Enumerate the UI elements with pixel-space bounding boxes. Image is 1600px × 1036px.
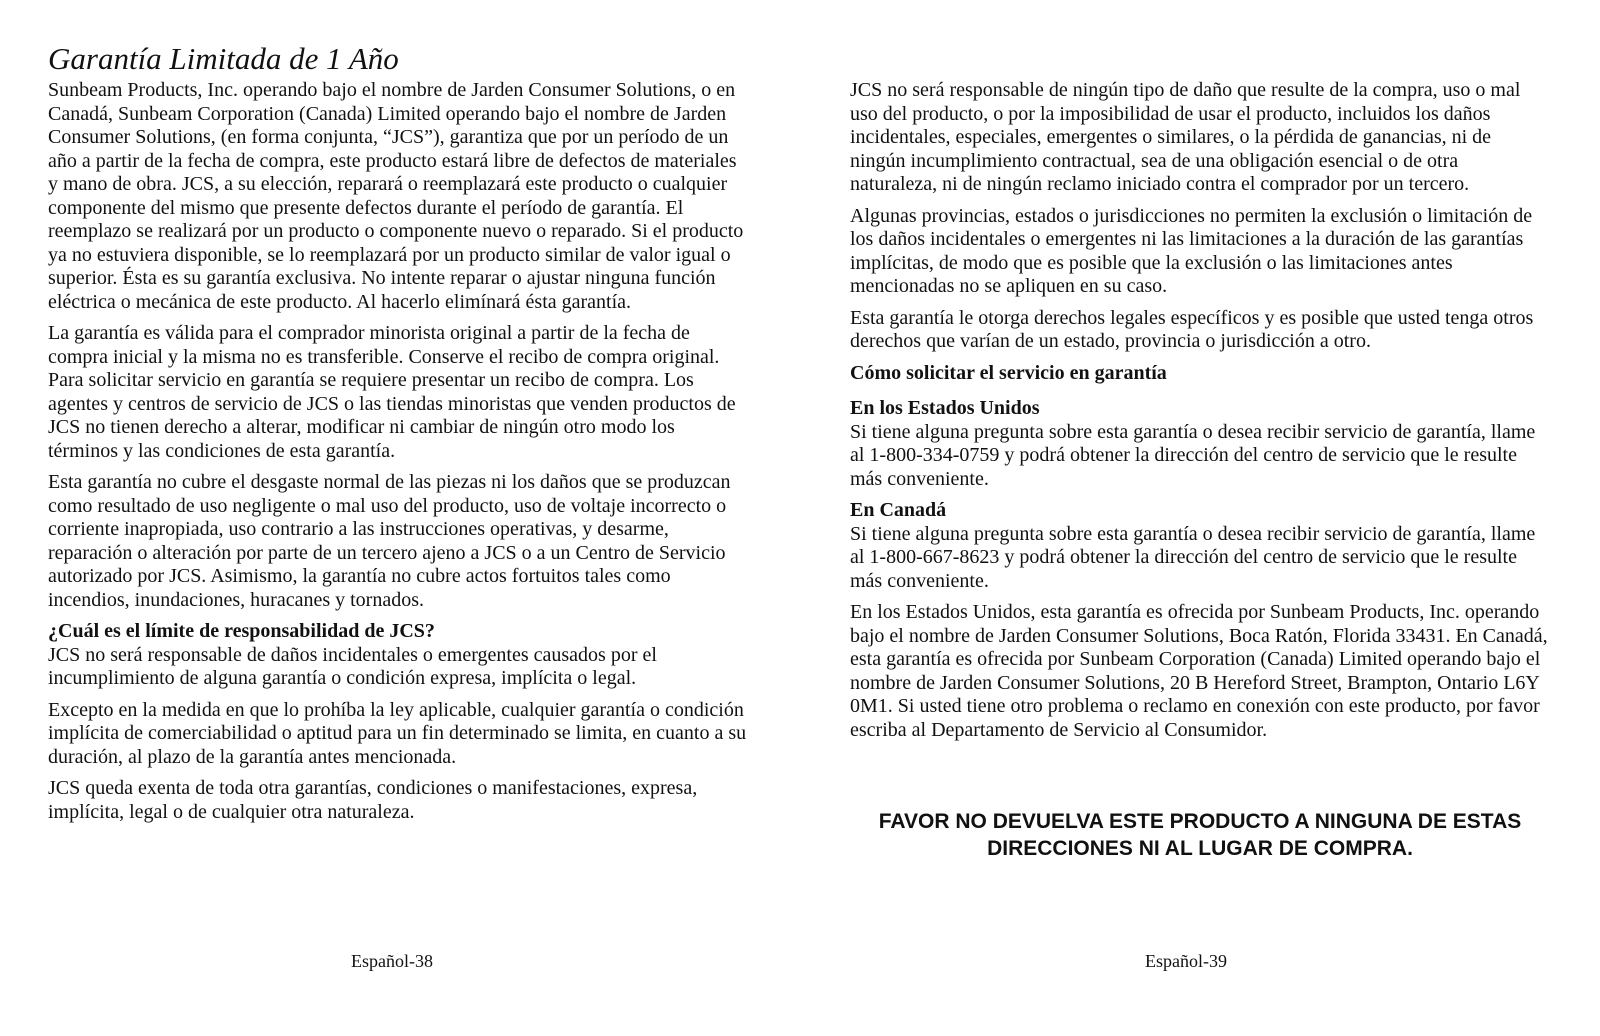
us-service-text: Si tiene alguna pregunta sobre esta garantía o desea recibir servicio de garantía, llame al 1-800-334-0759 y podrá obtener la dirección del centro de servicio que le resulte más conveniente. (850, 420, 1536, 490)
validity-paragraph: La garantía es válida para el comprador minorista original a partir de la fecha de compra inicial y la misma no es transferible. Conserve el recibo de compra original. Para solicitar servicio en garantía se requiere presentar un recibo de compra. Los agentes y centros de servicio de JCS o las tiendas minoristas que venden productos de JCS no tienen derecho a alterar, modificar ni cambiar de ningún otro modo los términos y las condiciones de esta garantía. (48, 322, 736, 462)
page-title: Garantía Limitada de 1 Año (48, 41, 399, 76)
liability-heading: ¿Cuál es el límite de responsabilidad de JCS? (48, 620, 435, 642)
exclusions-paragraph: Esta garantía no cubre el desgaste normal de las piezas ni los daños que se produzcan como resultado de uso negligente o mal uso del producto, uso de voltaje incorrecto o corriente inapropiada, uso contrario a las instrucciones operativas, y desarme, reparación o alteración por parte de un tercero ajeno a JCS o a un Centro de Servicio autorizado por JCS. Asimismo, la garantía no cubre actos fortuitos tales como incendios, inundaciones, huracanes y tornados. (48, 471, 731, 611)
canada-heading: En Canadá (850, 499, 947, 521)
exemption-paragraph: JCS queda exenta de toda otra garantías, condiciones o manifestaciones, expresa, implícita, legal o de cualquier otra naturaleza. (48, 777, 698, 823)
jurisdiction-paragraph: Algunas provincias, estados o jurisdicciones no permiten la exclusión o limitación de los daños incidentales o emergentes ni las limitaciones a la duración de las garantías implícitas, de modo que es posible que la exclusión o las limitaciones antes mencionadas no se apliquen en su caso. (850, 204, 1533, 297)
page-number-right: Español-39 (1145, 951, 1227, 971)
damages-paragraph: JCS no será responsable de ningún tipo de daño que resulte de la compra, uso o mal uso del producto, o por la imposibilidad de usar el producto, incluidos los daños incidentales, especiales, emergentes o similares, o la pérdida de ganancias, ni de ningún incumplimiento contractual, sea de una obligación esencial o de otra naturaleza, ni de ningún reclamo iniciado contra el comprador por un tercero. (850, 79, 1521, 195)
service-heading: Cómo solicitar el servicio en garantía (850, 361, 1167, 384)
implied-warranty-paragraph: Excepto en la medida en que lo prohíba la ley aplicable, cualquier garantía o condición implícita de comerciabilidad o aptitud para un fin determinado se limita, en cuanto a su duración, al plazo de la garantía antes mencionada. (48, 698, 747, 768)
liability-paragraph: JCS no será responsable de daños incidentales o emergentes causados por el incumplimiento de alguna garantía o condición expresa, implícita o legal. (48, 643, 657, 689)
left-column (48, 43, 748, 832)
offer-paragraph: En los Estados Unidos, esta garantía es ofrecida por Sunbeam Products, Inc. operando bajo el nombre de Jarden Consumer Solutions, Boca Ratón, Florida 33431. En Canadá, esta garantía es ofrecida por Sunbeam Corporation (Canada) Limited operando bajo el nombre de Jarden Consumer Solutions, 20 B Hereford Street, Brampton, Ontario L6Y 0M1. Si usted tiene otro problema o reclamo en conexión con este producto, por favor escriba al Departamento de Servicio al Consumidor. (850, 601, 1548, 741)
right-column (850, 79, 1550, 750)
canada-section (850, 499, 1550, 593)
canada-service-text: Si tiene alguna pregunta sobre esta garantía o desea recibir servicio de garantía, llame al 1-800-667-8623 y podrá obtener la dirección del centro de servicio que le resulte más conveniente. (850, 522, 1536, 592)
rights-paragraph: Esta garantía le otorga derechos legales específicos y es posible que usted tenga otros derechos que varían de un estado, provincia o jurisdicción a otro. (850, 306, 1534, 352)
us-section (850, 397, 1550, 491)
warranty-paragraph: Sunbeam Products, Inc. operando bajo el nombre de Jarden Consumer Solutions, o en Canadá, Sunbeam Corporation (Canada) Limited operando bajo el nombre de Jarden Consumer Solutions, (en forma conjunta, “JCS”), garantiza que por un período de un año a partir de la fecha de compra, este producto estará libre de defectos de materiales y mano de obra. JCS, a su elección, reparará o reemplazará este producto o cualquier componente del mismo que presente defectos durante el período de garantía. El reemplazo se realizará por un producto o componente nuevo o reparado. Si el producto ya no estuviera disponible, se lo reemplazará por un producto similar de valor igual o superior. Ésta es su garantía exclusiva. No intente reparar o ajustar ninguna función eléctrica o mecánica de este producto. Al hacerlo elimínará ésta garantía. (48, 79, 744, 313)
return-notice: FAVOR NO DEVUELVA ESTE PRODUCTO A NINGUNA DE ESTAS DIRECCIONES NI AL LUGAR DE COMPRA. (878, 810, 1522, 860)
page-number-left: Español-38 (351, 951, 433, 971)
us-heading: En los Estados Unidos (850, 397, 1040, 419)
right-page (800, 0, 1600, 1036)
liability-section (48, 620, 748, 691)
